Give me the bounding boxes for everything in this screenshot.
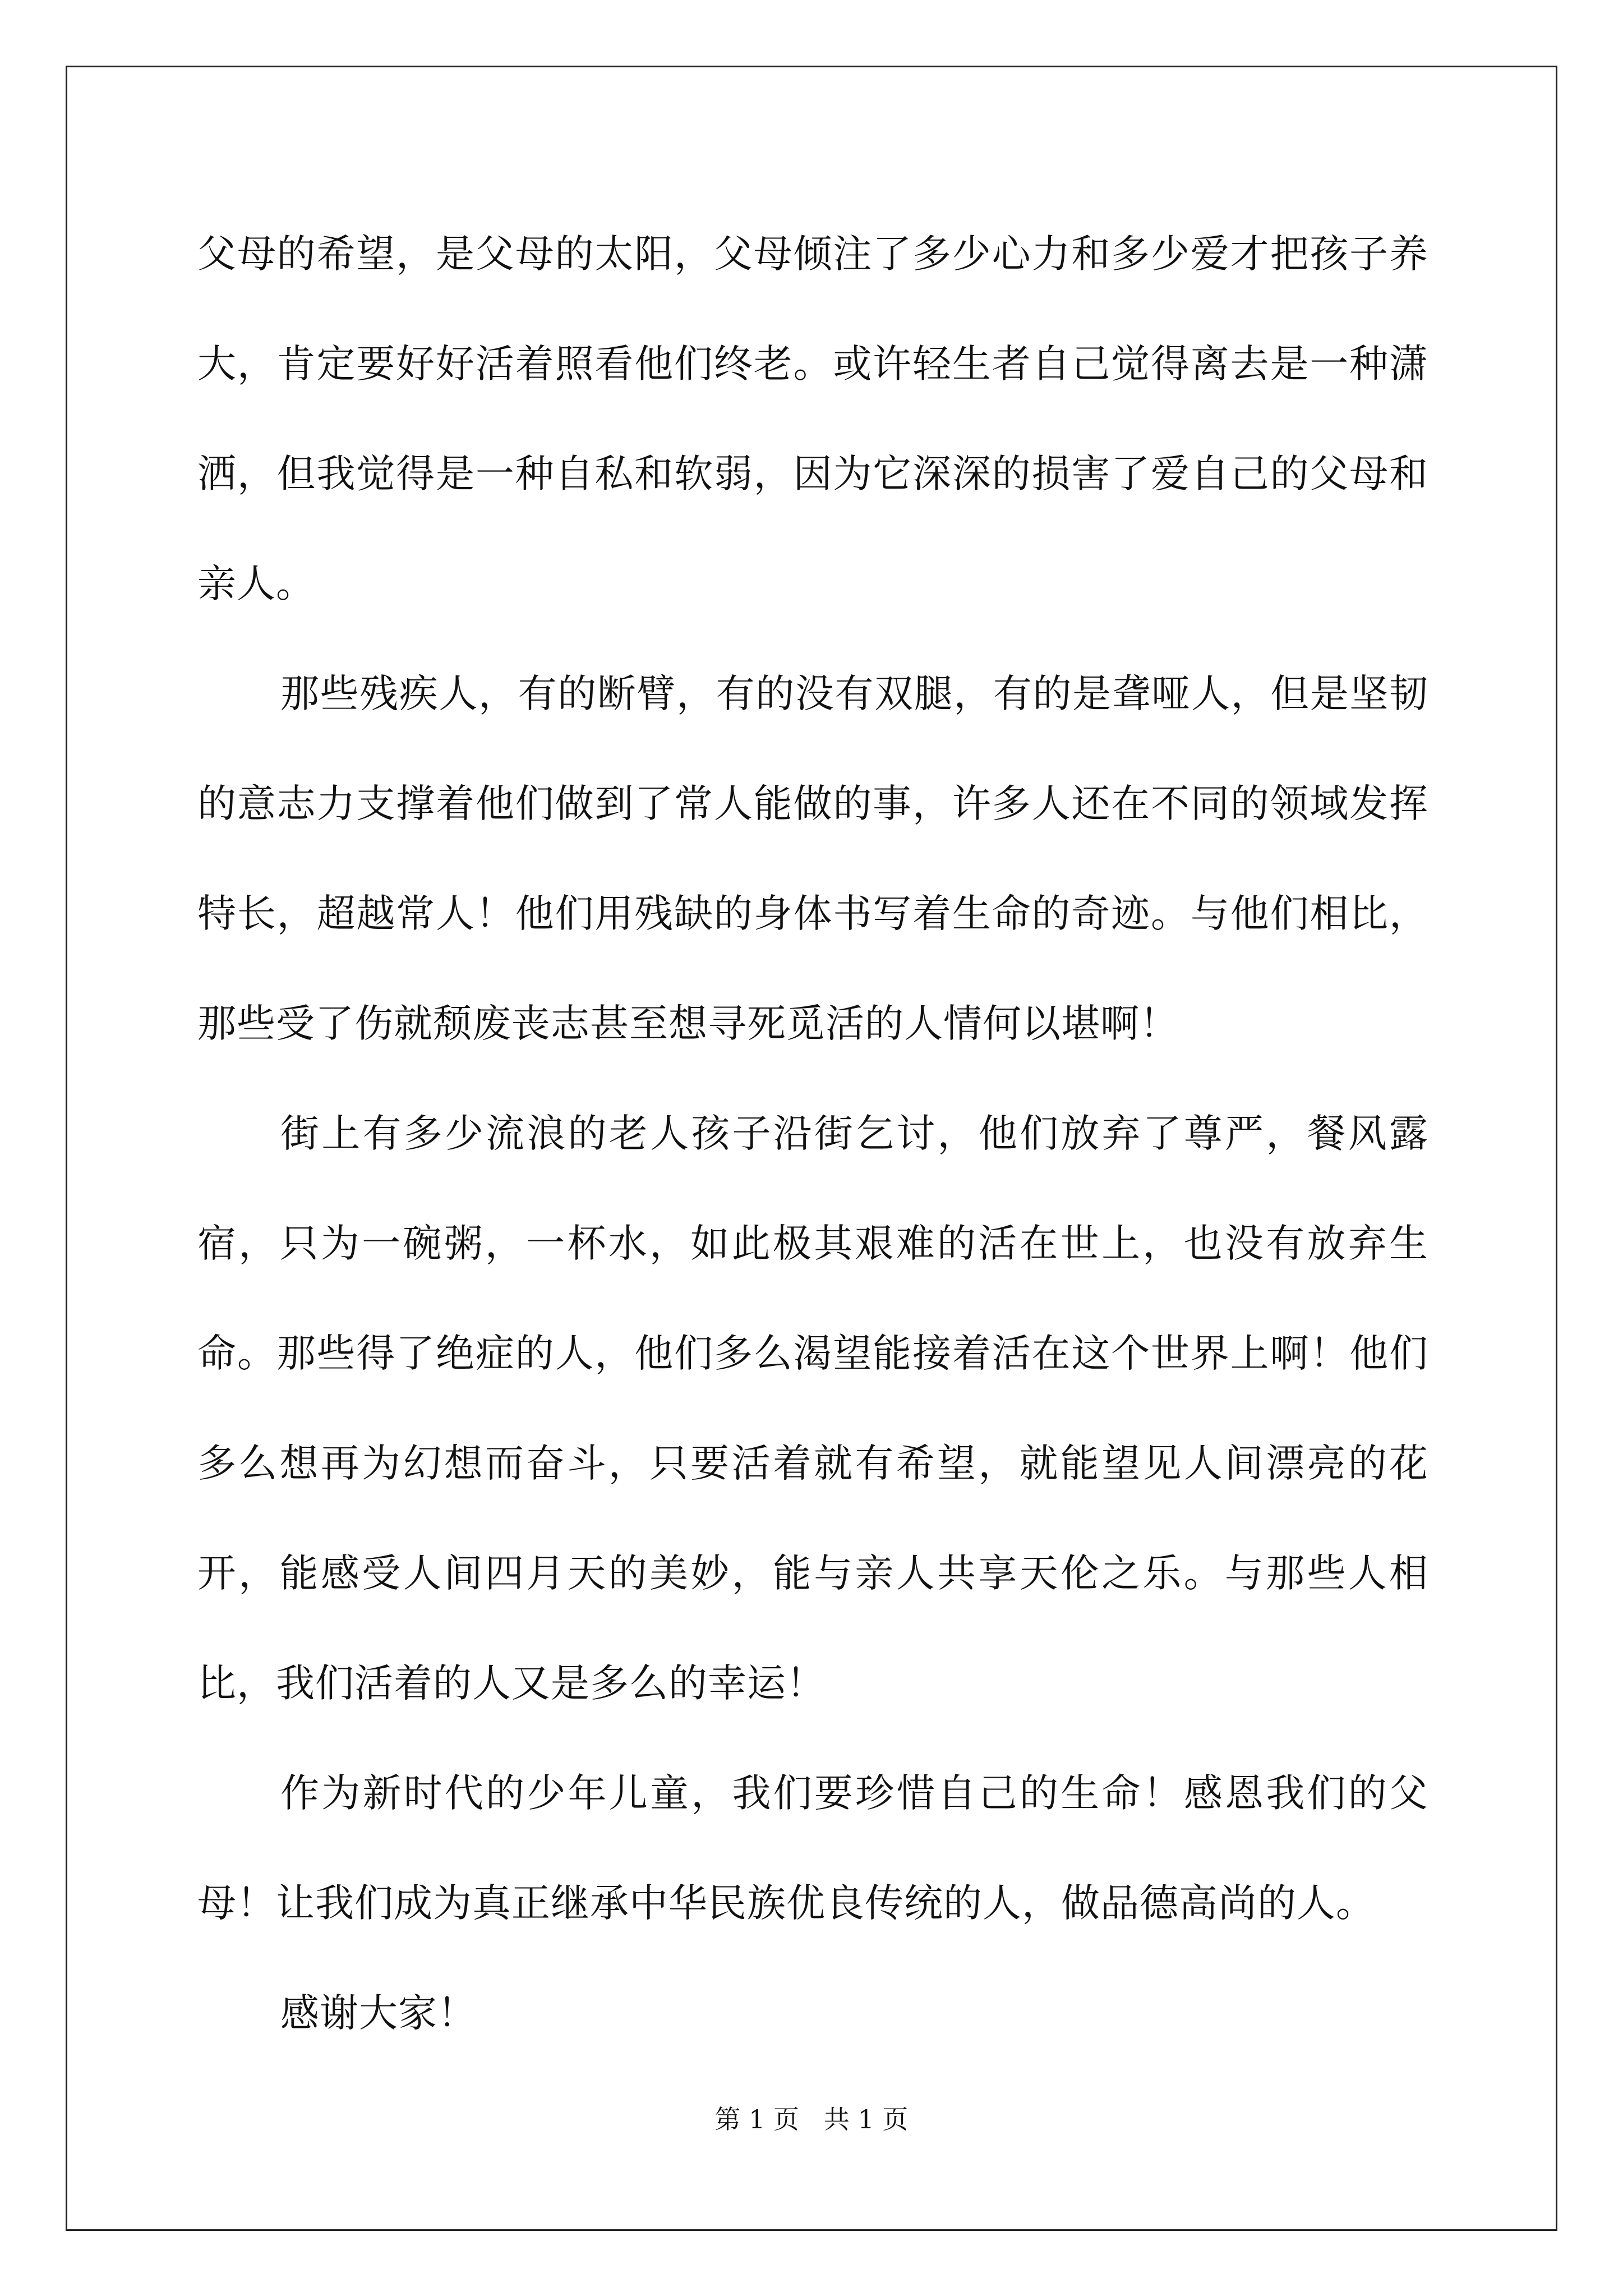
paragraph-1: 父母的希望，是父母的太阳，父母倾注了多少心力和多少爱才把孩子养大，肯定要好好活着照看他们终老。或许轻生者自己觉得离去是一种潇洒，但我觉得是一种自私和软弱，因为它深深的损害了爱自己的父母和亲人。 (197, 232, 1428, 606)
paragraph-3: 街上有多少流浪的老人孩子沿街乞讨，他们放弃了尊严，餐风露宿，只为一碗粥，一杯水，如此极其艰难的活在世上，也没有放弃生命。那些得了绝症的人，他们多么渴望能接着活在这个世界上啊！他们多么想再为幻想而奋斗，只要活着就有希望，就能望见人间漂亮的花开，能感受人间四月天的美妙，能与亲人共享天伦之乐。与那些人相比，我们活着的人又是多么的幸运！ (197, 1111, 1428, 1706)
paragraph-2: 那些残疾人，有的断臂，有的没有双腿，有的是聋哑人，但是坚韧的意志力支撑着他们做到了常人能做的事，许多人还在不同的领域发挥特长，超越常人！他们用残缺的身体书写着生命的奇迹。与他们相比，那些受了伤就颓废丧志甚至想寻死觅活的人情何以堪啊！ (197, 671, 1428, 1046)
paragraph-4: 作为新时代的少年儿童，我们要珍惜自己的生命！感恩我们的父母！让我们成为真正继承中华民族优良传统的人，做品德高尚的人。 (197, 1771, 1428, 1926)
page-number-footer: 第 1 页 共 1 页 (714, 2104, 909, 2134)
paragraph-5: 感谢大家！ (280, 1991, 477, 2036)
document-body (197, 199, 1428, 2068)
